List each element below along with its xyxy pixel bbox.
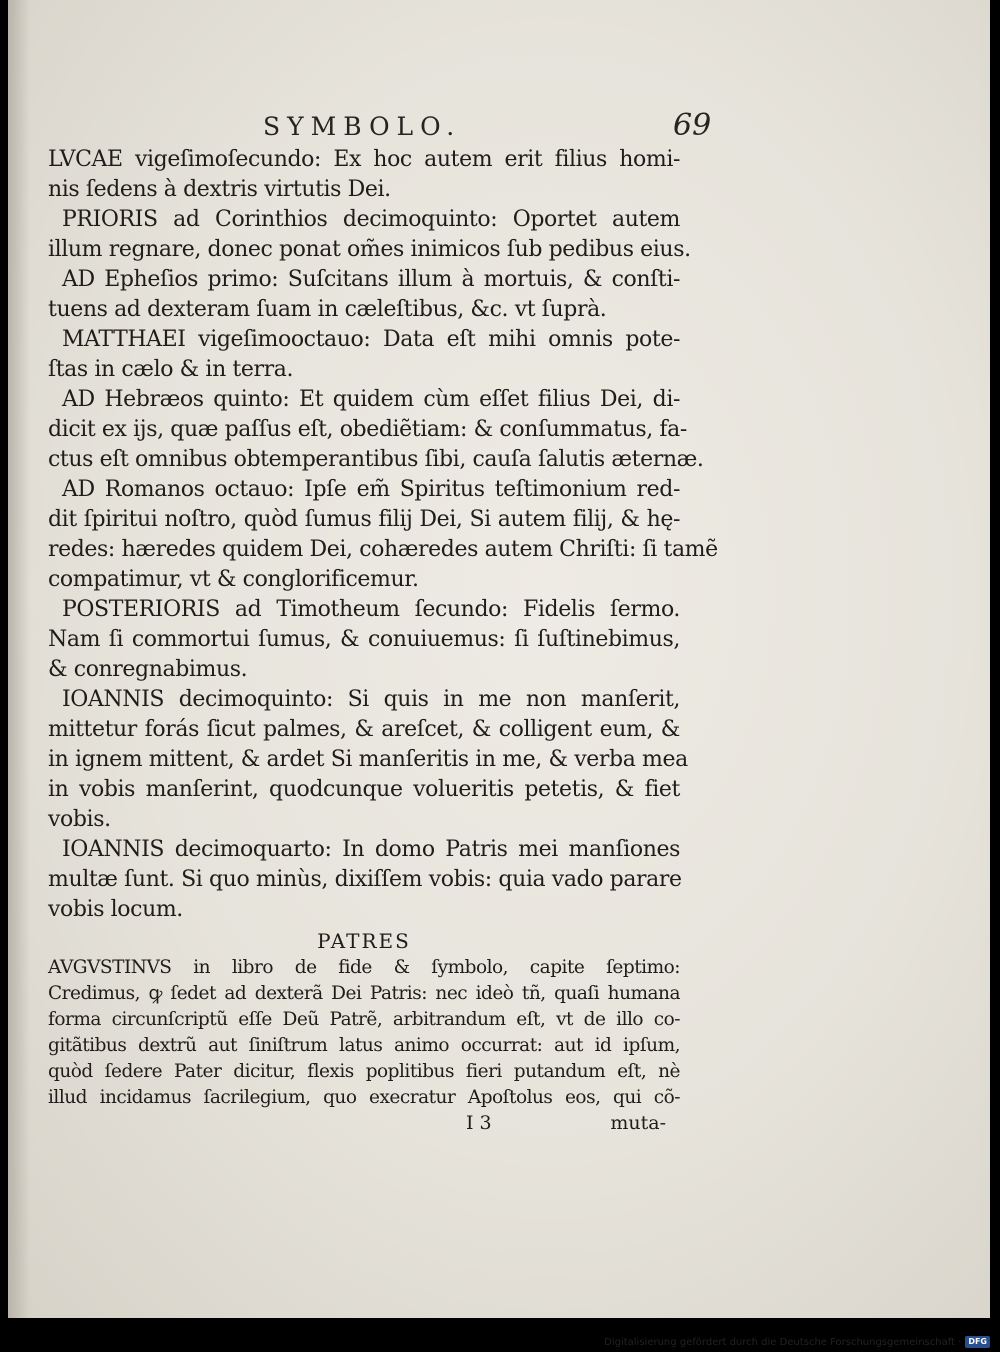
catchword: muta-: [610, 1112, 666, 1134]
text-line: ſtas in cælo & in terra.: [48, 357, 294, 382]
text-line: AD Hebræos quinto: Et quidem cùm eſſet filius Dei, di-: [62, 387, 680, 412]
book-page: [8, 0, 990, 1318]
quotation-line: gitãtibus dextrũ aut ſiniſtrum latus animo occurrat: aut id ipſum,: [48, 1035, 680, 1056]
text-line: redes: hæredes quidem Dei, cohæredes autem Chriſti: ſi tamẽ: [48, 537, 718, 562]
text-line: PRIORIS ad Corinthios decimoquinto: Oportet autem: [62, 207, 680, 232]
running-head: SYMBOLO.: [263, 112, 462, 141]
quotation-line: AVGVSTINVS in libro de fide & ſymbolo, capite ſeptimo:: [48, 957, 680, 978]
text-line: ctus eſt omnibus obtemperantibus ſibi, cauſa ſalutis æternæ.: [48, 447, 704, 472]
section-heading: PATRES: [317, 929, 411, 953]
text-line: MATTHAEI vigeſimooctauo: Data eſt mihi omnis pote-: [62, 327, 680, 352]
text-line: compatimur, vt & conglorificemur.: [48, 567, 419, 592]
text-line: AD Epheſios primo: Suſcitans illum à mortuis, & conſti-: [62, 267, 680, 292]
text-line: vobis.: [48, 807, 111, 832]
text-line: vobis locum.: [48, 897, 183, 922]
text-line: in vobis manſerint, quodcunque volueritis petetis, & fiet: [48, 777, 680, 802]
text-line: multæ ſunt. Si quo minùs, dixiſſem vobis: quia vado parare: [48, 867, 682, 892]
quotation-line: Credimus, ꝙ ſedet ad dexterã Dei Patris: nec ideò tñ, quaſi humana: [48, 983, 680, 1004]
page-body: [48, 145, 718, 1111]
text-line: illum regnare, donec ponat om̃es inimicos ſub pedibus eius.: [48, 237, 691, 262]
quotation-line: forma circunſcriptũ eſſe Deũ Patrẽ, arbitrandum eſt, vt de illo co-: [48, 1009, 680, 1030]
text-line: tuens ad dexteram ſuam in cæleſtibus, &c. vt ſuprà.: [48, 297, 607, 322]
quotation-line: illud incidamus ſacrilegium, quo execratur Apoſtolus eos, qui cõ-: [48, 1087, 680, 1108]
text-line: Nam ſi commortui ſumus, & conuiuemus: ſi ſuſtinebimus,: [48, 627, 680, 652]
text-line: mittetur forás ſicut palmes, & areſcet, & colligent eum, &: [48, 717, 680, 742]
scripture-citations: [48, 145, 718, 925]
footer-credit: Digitalisierung gefördert durch die Deutsche Forschungsgemeinschaft ·: [604, 1336, 962, 1348]
text-line: LVCAE vigeſimoſecundo: Ex hoc autem erit filius homi-: [48, 147, 680, 172]
text-line: dicit ex ijs, quæ paſſus eſt, obediẽtiam: & conſummatus, fa-: [48, 417, 687, 442]
signature-line: [466, 1112, 666, 1140]
text-line: nis ſedens à dextris virtutis Dei.: [48, 177, 391, 202]
text-line: POSTERIORIS ad Timotheum ſecundo: Fidelis ſermo.: [62, 597, 680, 622]
digitization-footer: [604, 1335, 990, 1349]
quotation-line: quòd ſedere Pater dicitur, flexis poplitibus fieri putandum eſt, nè: [48, 1061, 680, 1082]
patres-quotation: [48, 955, 680, 1111]
text-line: IOANNIS decimoquarto: In domo Patris mei manſiones: [62, 837, 680, 862]
text-line: & conregnabimus.: [48, 657, 248, 682]
dfg-logo: DFG: [965, 1336, 990, 1348]
text-line: AD Romanos octauo: Ipſe em̃ Spiritus teſtimonium red-: [62, 477, 680, 502]
text-line: in ignem mittent, & ardet Si manſeritis in me, & verba mea: [48, 747, 688, 772]
text-line: dit ſpiritui noſtro, quòd ſumus filij Dei, Si autem filij, & hę-: [48, 507, 680, 532]
signature-mark: I 3: [466, 1112, 492, 1134]
page-number: 69: [673, 108, 712, 143]
text-line: IOANNIS decimoquinto: Si quis in me non manſerit,: [62, 687, 680, 712]
